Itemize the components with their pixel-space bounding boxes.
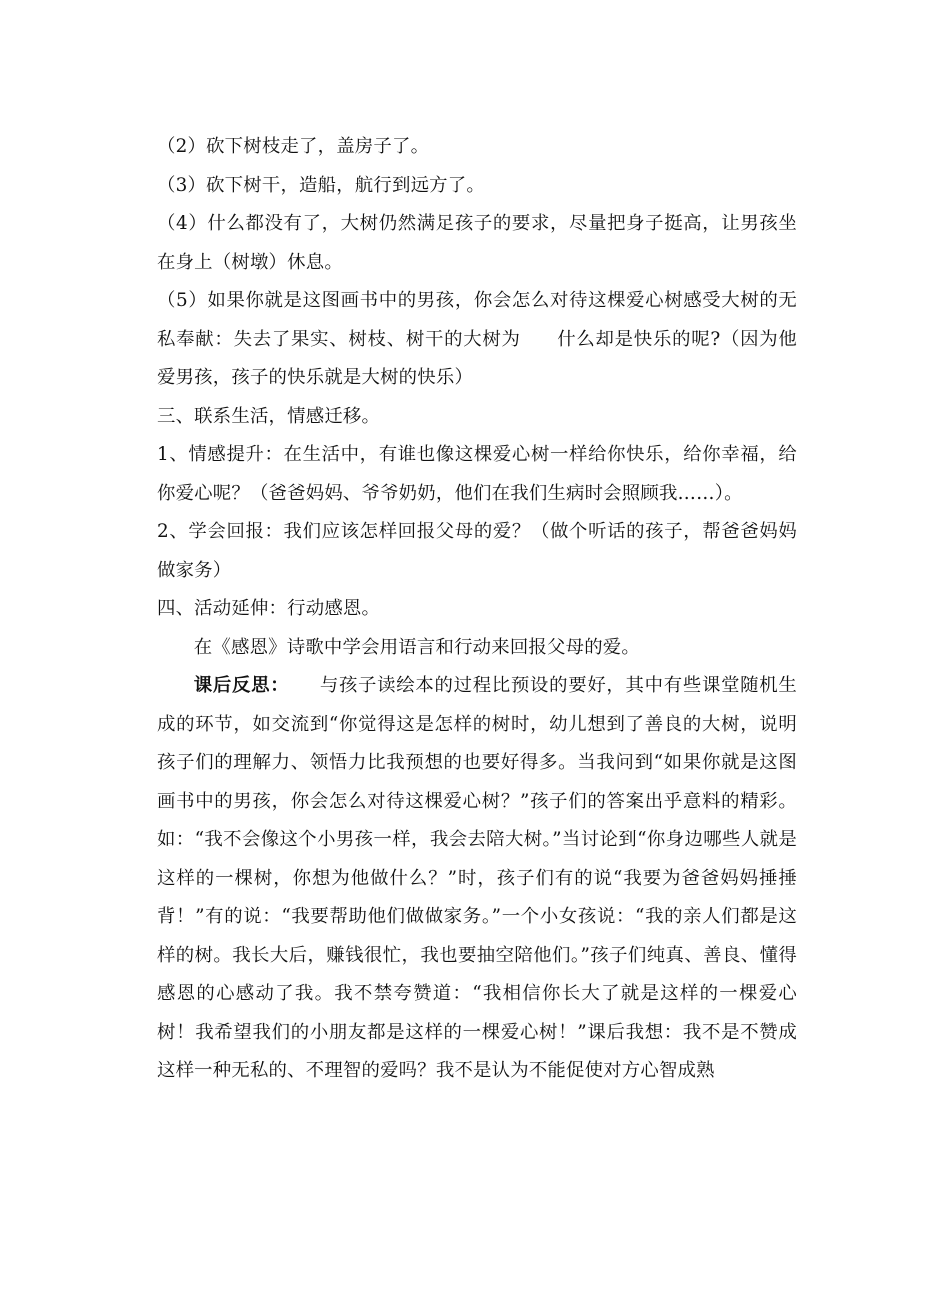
section-3-heading: 三、联系生活，情感迁移。 <box>157 405 381 427</box>
point-1-paragraph: 1、情感提升：在生活中，有谁也像这棵爱心树一样给你快乐，给你幸福，给你爱心呢？（爸爸妈妈、爷爷奶奶，他们在我们生病时会照顾我……）。 <box>157 444 797 504</box>
step-5-paragraph <box>157 282 797 398</box>
step-2-line: （2）砍下树枝走了，盖房子了。 <box>157 136 430 157</box>
step-4-paragraph: （4）什么都没有了，大树仍然满足孩子的要求，尽量把身子挺高，让男孩坐在身上（树墩）休息。 <box>157 213 797 273</box>
step-5-text-part2: 什么却是快乐的呢?（因为他爱男孩，孩子的快乐就是大树的快乐） <box>157 328 797 388</box>
reflection-label: 课后反思： <box>193 675 290 696</box>
step-3-line: （3）砍下树干，造船，航行到远方了。 <box>157 174 485 196</box>
point-2-paragraph: 2、学会回报：我们应该怎样回报父母的爱？（做个听话的孩子，帮爸爸妈妈做家务） <box>157 521 797 581</box>
section-4-body: 在《感恩》诗歌中学会用语言和行动来回报父母的爱。 <box>193 636 640 658</box>
section-4-heading: 四、活动延伸：行动感恩。 <box>157 598 381 619</box>
reflection-paragraph <box>157 667 797 1091</box>
reflection-body: 与孩子读绘本的过程比预设的要好，其中有些课堂随机生成的环节，如交流到“你觉得这是怎样的树时，幼儿想到了善良的大树，说明孩子们的理解力、领悟力比我预想的也要好得多。当我问到“如果你就是这图画书中的男孩，你会怎么对待这棵爱心树？”孩子们的答案出乎意料的精彩。如：“我不会像这个小男孩一样，我会去陪大树。”当讨论到“你身边哪些人就是这样的一棵树，你想为他做什么？”时，孩子们有的说“我要为爸爸妈妈捶捶背！”有的说：“我要帮助他们做做家务。”一个小女孩说：“我的亲人们都是这样的树。我长大后，赚钱很忙，我也要抽空陪他们。”孩子们纯真、善良、懂得感恩的心感动了我。我不禁夸赞道：“我相信你长大了就是这样的一棵爱心树！我希望我们的小朋友都是这样的一棵爱心树！”课后我想：我不是不赞成这样一种无私的、不理智的爱吗？我不是认为不能促使对方心智成熟 <box>157 675 797 1081</box>
step-5-text-part1: （5）如果你就是这图画书中的男孩，你会怎么对待这棵爱心树感受大树的无私奉献：失去了果实、树枝、树干的大树为 <box>157 290 797 350</box>
document-body <box>157 128 797 1091</box>
